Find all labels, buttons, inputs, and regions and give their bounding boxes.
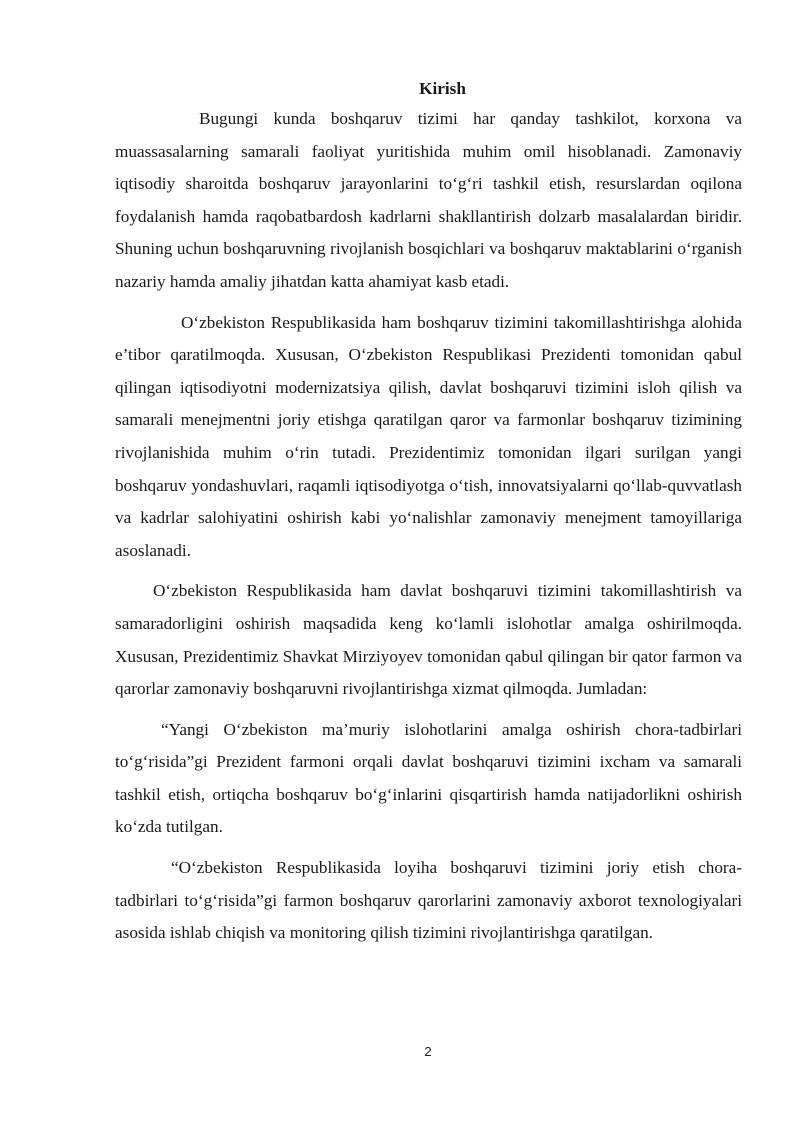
page-number: 2 [424, 1044, 432, 1059]
paragraph-intro: Bugungi kunda boshqaruv tizimi har qanday tashkilot, korxona va muassasalarning samarali faoliyat yuritishida muhim omil hisoblanadi. Zamonaviy iqtisodiy sharoitda boshqaruv jarayonlarini to‘g‘ri tashkil etish, resurslardan oqilona foydalanish hamda raqobatbardosh kadrlarni shakllantirish dolzarb masalalardan biridir. Shuning uchun boshqaruvning rivojlanish bosqichlari va boshqaruv maktablarini o‘rganish nazariy hamda amaliy jihatdan katta ahamiyat kasb etadi. [115, 109, 742, 291]
page-body [115, 76, 742, 958]
page-heading: Kirish [419, 79, 466, 98]
paragraph-reforms: O‘zbekiston Respublikasida ham davlat boshqaruvi tizimini takomillashtirish va samaradorligini oshirish maqsadida keng ko‘lamli islohotlar amalga oshirilmoqda. Xususan, Prezidentimiz Shavkat Mirziyoyev tomonidan qabul qilingan bir qator farmon va qarorlar zamonaviy boshqaruvni rivojlantirishga xizmat qilmoqda. Jumladan: [115, 581, 742, 699]
paragraph-decree-administrative-reforms: “Yangi O‘zbekiston ma’muriy islohotlarini amalga oshirish chora-tadbirlari to‘g‘risida”gi Prezident farmoni orqali davlat boshqaruvi tizimini ixcham va samarali tashkil etish, ortiqcha boshqaruv bo‘g‘inlarini qisqartirish hamda natijadorlikni oshirish ko‘zda tutilgan. [115, 719, 742, 837]
paragraph-uzbekistan-attention: O‘zbekiston Respublikasida ham boshqaruv tizimini takomillashtirishga alohida e’tibor qaratilmoqda. Xususan, O‘zbekiston Respublikasi Prezidenti tomonidan qabul qilingan iqtisodiyotni modernizatsiya qilish, davlat boshqaruvi tizimini isloh qilish va samarali menejmentni joriy etishga qaratilgan qaror va farmonlar boshqaruv tizimining rivojlanishida muhim o‘rin tutadi. Prezidentimiz tomonidan ilgari surilgan yangi boshqaruv yondashuvlari, raqamli iqtisodiyotga o‘tish, innovatsiyalarni qo‘llab-quvvatlash va kadrlar salohiyatini oshirish kabi yo‘nalishlar zamonaviy menejment tamoyillariga asoslanadi. [115, 312, 742, 560]
paragraph-decree-project-management: “O‘zbekiston Respublikasida loyiha boshqaruvi tizimini joriy etish chora-tadbirlari to‘g‘risida”gi farmon boshqaruv qarorlarini zamonaviy axborot texnologiyalari asosida ishlab chiqish va monitoring qilish tizimini rivojlantirishga qaratilgan. [115, 858, 742, 943]
